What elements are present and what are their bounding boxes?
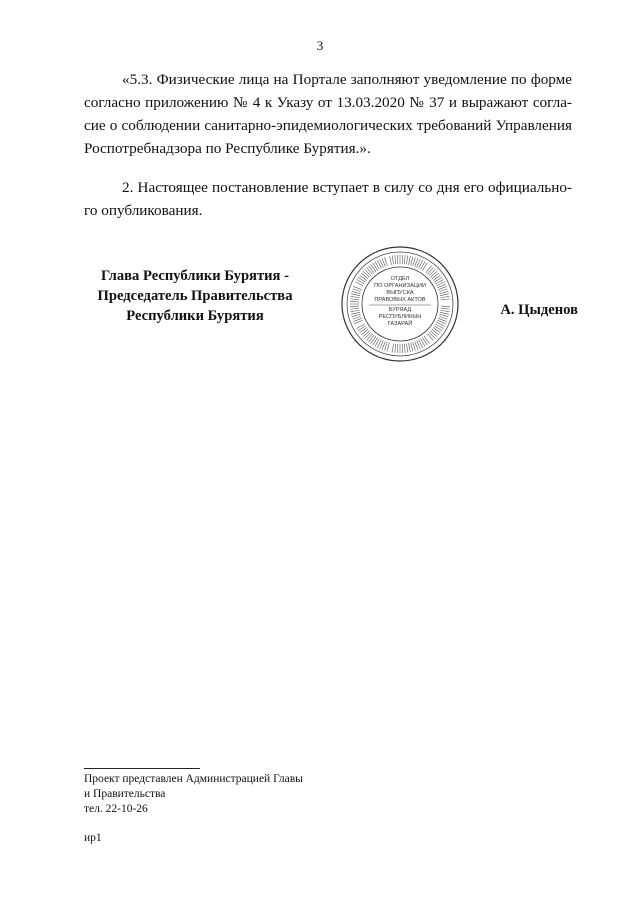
seal-ring-mark (385, 342, 388, 351)
seal-ring-mark (358, 326, 366, 331)
seal-text-line: РЕСПУБЛИКЫН (378, 314, 422, 320)
footnote-line: тел. 22-10-26 (84, 803, 148, 815)
seal-ring-mark (360, 328, 367, 333)
seal-ring-mark (439, 289, 448, 292)
seal-ring-mark (351, 296, 360, 297)
seal-ring-mark (395, 344, 396, 353)
seal-ring-mark (427, 334, 433, 341)
seal-ring-mark (365, 269, 371, 275)
seal-ring-mark (440, 294, 449, 296)
seal-ring-mark (430, 271, 437, 277)
seal-ring-mark (373, 338, 378, 346)
seal-ring-mark (430, 331, 437, 337)
seal-ring-mark (432, 273, 439, 279)
seal-ring-mark (351, 312, 360, 314)
seal-ring-mark (351, 310, 360, 311)
seal-ring-mark (429, 269, 435, 275)
paragraph-line: го опубликования. (84, 202, 203, 219)
seal-ring-mark (427, 268, 433, 275)
signatory-title-line: Глава Республики Бурятия - (101, 268, 289, 284)
seal-ring-mark (371, 264, 376, 271)
seal-ring-mark (371, 336, 376, 343)
seal-ring-mark (436, 280, 444, 285)
seal-text-line: ПО ОРГАНИЗАЦИИ (374, 283, 426, 289)
page-number: 3 (316, 38, 324, 53)
document-code: ир1 (84, 832, 102, 844)
seal-ring-mark (432, 329, 439, 335)
seal-ring-mark (392, 256, 393, 265)
seal-ring-mark (413, 342, 416, 351)
seal-ring-mark (422, 338, 427, 346)
seal-ring-mark (434, 326, 442, 331)
seal-ring-mark (352, 314, 361, 316)
seal-ring-mark (373, 263, 378, 271)
seal-ring-mark (387, 343, 389, 352)
seal-ring-mark (434, 277, 442, 282)
seal-ring-mark (433, 275, 440, 280)
seal-ring-mark (404, 255, 405, 264)
seal-ring-mark (440, 314, 449, 316)
seal-ring-mark (357, 324, 365, 329)
footnote (84, 772, 303, 817)
seal-ring-mark (411, 343, 413, 352)
seal-ring-mark (367, 268, 373, 275)
seal-ring-mark (355, 282, 363, 286)
seal-ring-mark (369, 335, 375, 342)
paragraph-line: «5.3. Физические лица на Портале заполняют уведомление по форме (122, 71, 572, 88)
seal-text-line: ВЫПУСКА (386, 290, 414, 296)
signatory-name: А. Цыденов (500, 302, 578, 318)
seal-ring-mark (363, 331, 370, 337)
seal-ring-mark (413, 257, 416, 266)
seal-ring-mark (363, 271, 370, 277)
seal-text-line: БУРЯАД (388, 307, 412, 313)
seal-ring-mark (441, 308, 450, 309)
seal-ring-mark (369, 266, 375, 273)
seal-text-line: ГАЗАРАЙ (387, 321, 413, 327)
seal-ring-mark (441, 296, 450, 297)
paragraph-line: сие о соблюдении санитарно-эпидемиологических требований Управления (84, 117, 572, 134)
seal-ring-mark (440, 291, 449, 293)
seal-ring-mark (352, 291, 361, 293)
seal-ring-mark (433, 328, 440, 333)
seal-ring-mark (409, 343, 411, 352)
seal-ring-mark (392, 344, 393, 353)
seal-ring-mark (439, 316, 448, 319)
seal-ring-mark (353, 286, 361, 289)
seal-ring-mark (361, 273, 368, 279)
seal-ring-mark (350, 308, 359, 309)
seal-ring-mark (406, 256, 407, 265)
seal-ring-mark (385, 257, 388, 266)
seal-ring-mark (440, 312, 449, 314)
seal-ring-mark (441, 310, 450, 311)
seal-ring-mark (422, 263, 427, 271)
seal-ring-mark (390, 256, 392, 265)
seal-text-line: ОТДЕЛ (390, 276, 410, 282)
seal-ring-mark (406, 344, 407, 353)
paragraph-5-3 (84, 68, 572, 160)
paragraph-line: 2. Настоящее постановление вступает в силу со дня его официально- (122, 179, 572, 196)
seal-ring-mark (360, 275, 367, 280)
paragraph-line: Роспотребнадзора по Республике Бурятия.». (84, 140, 371, 157)
seal-text-line: ПРАВОВЫХ АКТОВ (374, 297, 426, 303)
seal-ring-mark (361, 329, 368, 335)
signatory-title (70, 266, 320, 326)
paragraph-line: согласно приложению № 4 к Указу от 13.03.2020 № 37 и выражают согла- (84, 94, 572, 111)
seal-ring-mark (365, 332, 371, 338)
seal-ring-mark (367, 334, 373, 341)
signatory-title-line: Республики Бурятия (126, 308, 264, 324)
seal-ring-mark (357, 280, 365, 285)
seal-ring-mark (424, 336, 429, 343)
seal-ring-mark (350, 299, 359, 300)
footnote-line: и Правительства (84, 788, 166, 800)
seal-ring-mark (351, 294, 360, 296)
seal-ring-mark (441, 299, 450, 300)
seal-ring-mark (358, 277, 366, 282)
official-seal-stamp (339, 244, 461, 364)
seal-ring-mark (352, 289, 361, 292)
seal-ring-mark (429, 332, 435, 338)
seal-ring-mark (409, 256, 411, 265)
signatory-title-line: Председатель Правительства (97, 288, 293, 304)
seal-ring-mark (426, 266, 432, 273)
seal-ring-mark (395, 255, 396, 264)
footnote-divider (84, 768, 200, 769)
seal-ring-mark (404, 344, 405, 353)
paragraph-effective-date (84, 176, 572, 222)
seal-ring-mark (436, 324, 444, 329)
seal-ring-mark (352, 316, 361, 319)
seal-ring-mark (411, 257, 413, 266)
footnote-line: Проект представлен Администрацией Главы (84, 773, 303, 785)
